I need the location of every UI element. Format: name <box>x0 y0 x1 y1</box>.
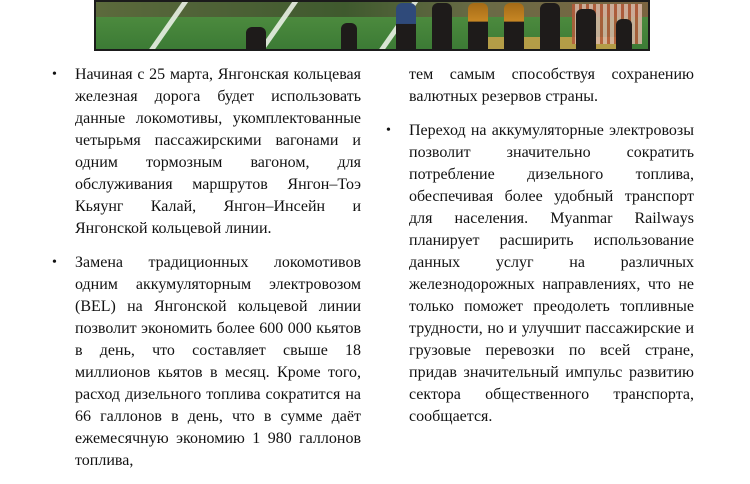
photo-person <box>396 3 416 49</box>
left-bullet-list <box>52 64 361 472</box>
list-item-text: Замена традиционных локомотивов одним аккумуляторным электровозом (BEL) на Янгонской кольцевой линии позволит экономить более 600 000 кьятов в день, что составляет свыше 18 миллионов кьятов в месяц. Кроме того, расход дизельного топлива сократится на 66 галлонов в день, что в сумме даёт ежемесячную экономию 1 980 галлонов топлива, <box>75 254 361 469</box>
bullet-icon: • <box>52 67 57 82</box>
list-item <box>52 64 361 240</box>
list-item <box>386 120 694 428</box>
photo-person <box>432 3 452 49</box>
photo-person <box>246 27 266 49</box>
photo-person <box>576 9 596 49</box>
list-item-text: Начиная с 25 марта, Янгонская кольцевая железная дорога будет использовать данные локомотивы, укомплектованные четырьмя пассажирскими вагонами и одним тормозным вагоном, для обслуживания маршрутов Янгон–Тоэ Кьяунг Калай, Янгон–Инсейн и Янгонской кольцевой линии. <box>75 66 361 237</box>
bullet-icon: • <box>52 255 57 270</box>
photo-person <box>616 19 632 49</box>
ceremony-photo <box>94 0 650 51</box>
continued-text: тем самым способствуя сохранению валютных резервов страны. <box>409 66 694 105</box>
right-bullet-list <box>386 120 694 428</box>
left-column <box>52 64 361 484</box>
photo-person <box>540 3 560 49</box>
list-item-text: Переход на аккумуляторные электровозы позволит значительно сократить потребление дизельного топлива, обеспечивая более удобный транспорт для населения. Myanmar Railways планирует расширить использование данных услуг на различных железнодорожных направлениях, что не только поможет преодолеть топливные трудности, но и улучшит пассажирские и грузовые перевозки по всей стране, придав значительный импульс развитию сектора общественного транспорта, сообщается. <box>409 122 694 425</box>
photo-person <box>468 3 488 49</box>
list-item <box>52 252 361 472</box>
right-column <box>386 64 694 440</box>
photo-person <box>504 3 524 49</box>
bullet-icon: • <box>386 123 391 138</box>
photo-person <box>341 23 357 49</box>
